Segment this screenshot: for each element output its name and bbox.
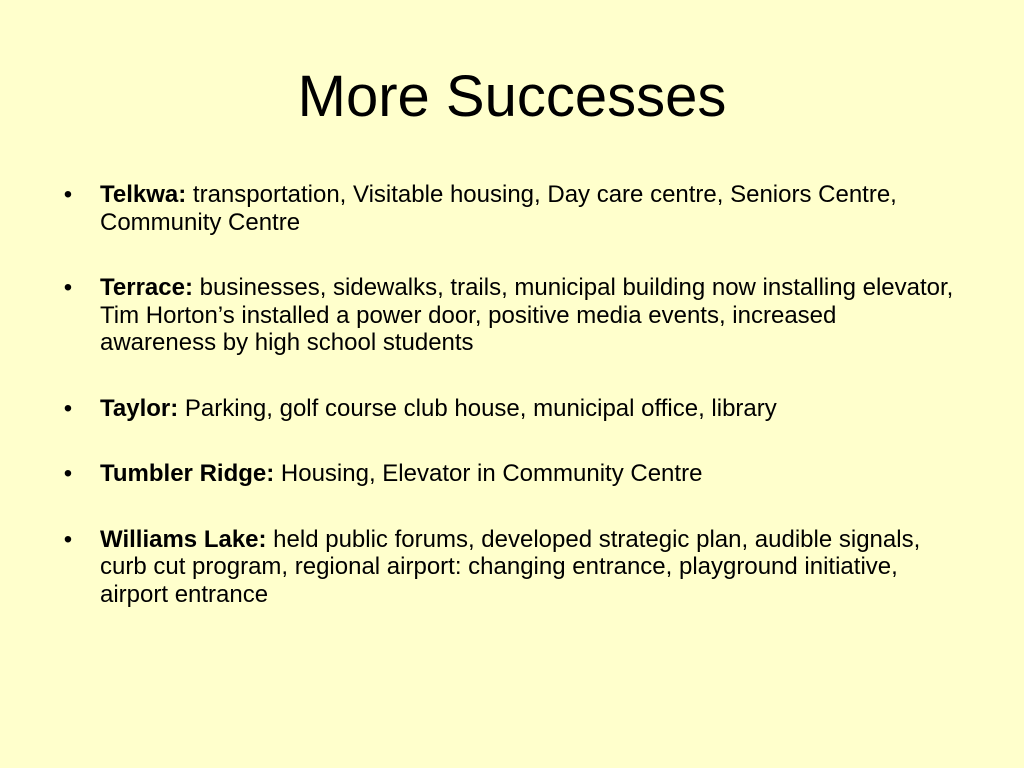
- bullet-list: [58, 181, 958, 608]
- bullet-icon: •: [63, 460, 73, 487]
- bullet-item-terrace: [58, 274, 958, 357]
- bullet-item-taylor: [58, 395, 958, 423]
- place-description: Parking, golf course club house, municipal office, library: [178, 394, 777, 422]
- place-description: held public forums, developed strategic plan, audible signals, curb cut program, regional airport: changing entrance, playground initiative, airport entrance: [100, 525, 921, 608]
- bullet-icon: •: [63, 181, 73, 208]
- bullet-icon: •: [63, 394, 73, 422]
- bullet-item-williams-lake: [58, 526, 958, 609]
- place-name: Williams Lake:: [100, 525, 267, 553]
- bullet-item-telkwa: [58, 181, 958, 236]
- place-name: Taylor:: [100, 394, 179, 422]
- bullet-icon: •: [63, 274, 73, 301]
- slide-title: More Successes: [297, 64, 727, 129]
- place-name: Tumbler Ridge:: [100, 460, 275, 487]
- place-description: businesses, sidewalks, trails, municipal building now installing elevator, Tim Horton’s installed a power door, positive media events, increased awareness by high school students: [100, 274, 954, 356]
- place-description: transportation, Visitable housing, Day care centre, Seniors Centre, Community Centre: [100, 181, 897, 236]
- bullet-icon: •: [63, 525, 73, 553]
- place-name: Terrace:: [100, 274, 193, 301]
- bullet-item-tumbler-ridge: [58, 460, 958, 488]
- place-name: Telkwa:: [100, 181, 187, 208]
- place-description: Housing, Elevator in Community Centre: [274, 460, 703, 487]
